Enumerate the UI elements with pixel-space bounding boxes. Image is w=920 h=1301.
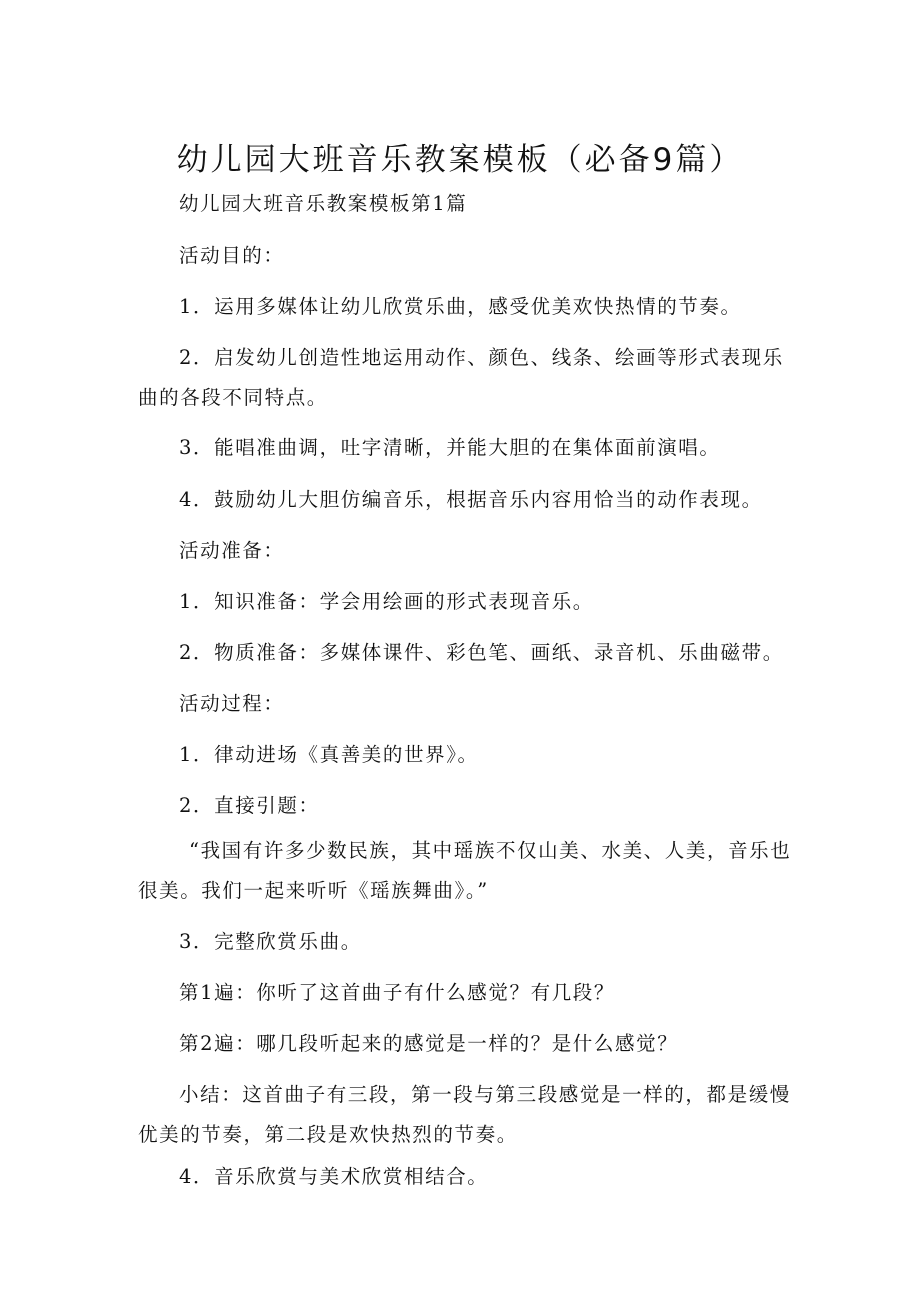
paragraph: 2．物质准备：多媒体课件、彩色笔、画纸、录音机、乐曲磁带。 xyxy=(179,641,784,664)
paragraph: 活动过程： xyxy=(179,692,285,715)
paragraph: 小结：这首曲子有三段，第一段与第三段感觉是一样的，都是缓慢优美的节奏，第二段是欢快热烈的节奏。 xyxy=(138,1083,791,1146)
paragraph: 2．启发幼儿创造性地运用动作、颜色、线条、绘画等形式表现乐曲的各段不同特点。 xyxy=(138,346,784,409)
paragraph: 活动目的： xyxy=(179,244,285,267)
paragraph: 4．音乐欣赏与美术欣赏相结合。 xyxy=(179,1165,489,1188)
paragraph: 第2遍：哪几段听起来的感觉是一样的？是什么感觉？ xyxy=(179,1032,679,1055)
paragraph: 1．知识准备：学会用绘画的形式表现音乐。 xyxy=(179,590,594,613)
paragraph: 2．直接引题： xyxy=(179,794,320,817)
document-title: 幼儿园大班音乐教案模板（必备9篇） xyxy=(176,141,744,178)
paragraph: 第1遍：你听了这首曲子有什么感觉？有几段？ xyxy=(179,981,616,1004)
paragraph: 4．鼓励幼儿大胆仿编音乐，根据音乐内容用恰当的动作表现。 xyxy=(179,488,763,511)
paragraph: 1．运用多媒体让幼儿欣赏乐曲，感受优美欢快热情的节奏。 xyxy=(179,295,742,318)
paragraph: 1．律动进场《真善美的世界》。 xyxy=(179,743,479,766)
paragraph: 3．能唱准曲调，吐字清晰，并能大胆的在集体面前演唱。 xyxy=(179,436,721,459)
paragraph: 3．完整欣赏乐曲。 xyxy=(179,930,362,953)
paragraph: 活动准备： xyxy=(179,539,285,562)
paragraph: “我国有许多少数民族，其中瑶族不仅山美、水美、人美，音乐也很美。我们一起来听听《瑶族舞曲》。” xyxy=(138,839,792,902)
section-heading: 幼儿园大班音乐教案模板第1篇 xyxy=(179,192,468,215)
